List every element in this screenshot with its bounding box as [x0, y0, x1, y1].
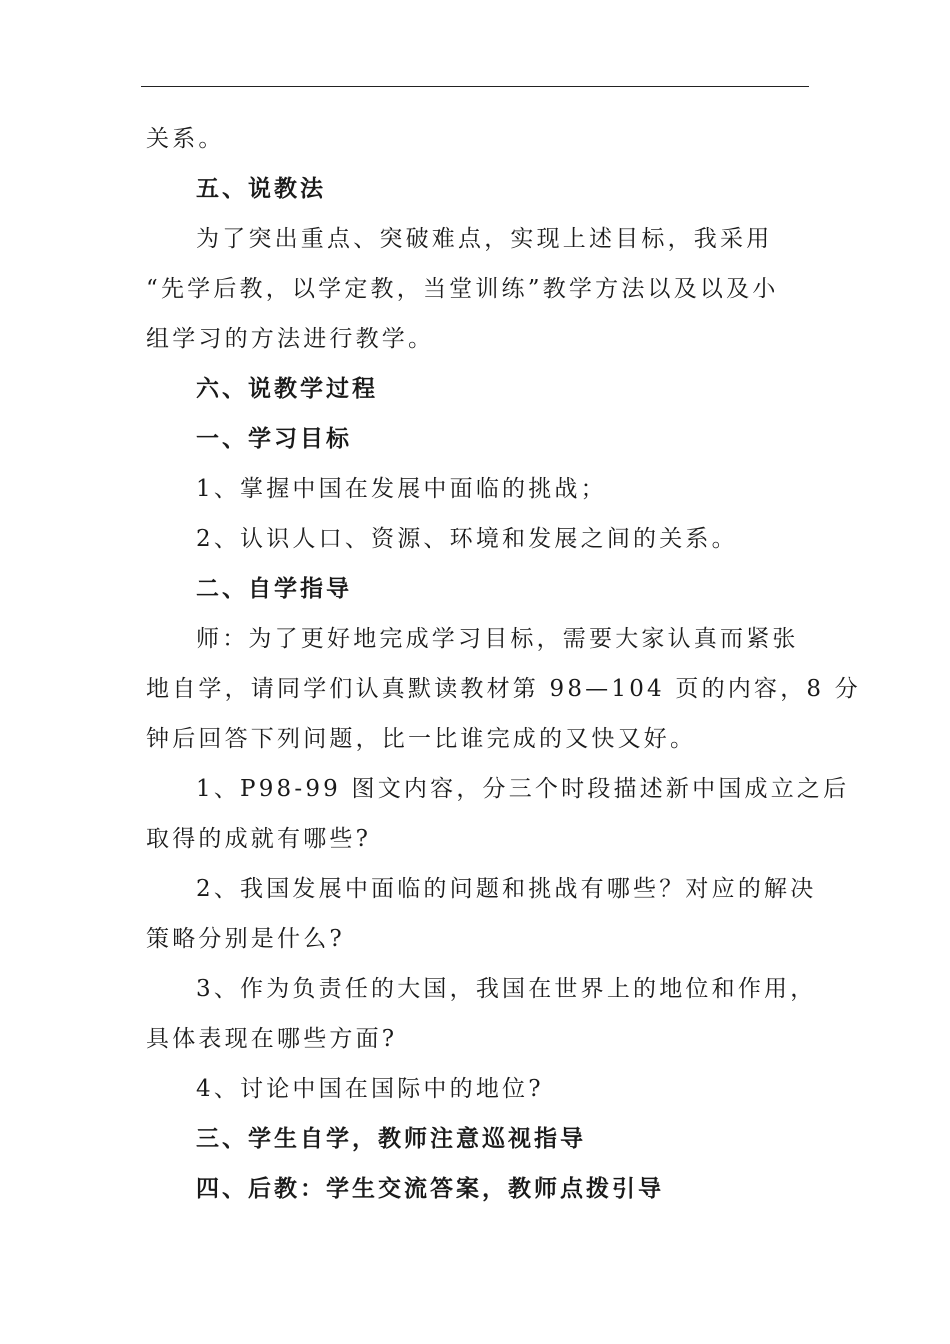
- list-item: 2、认识人口、资源、环境和发展之间的关系。: [196, 526, 738, 552]
- subsection-heading-post-teaching: 四、后教：学生交流答案，教师点拨引导: [196, 1175, 664, 1202]
- section-heading-teaching-process: 六、说教学过程: [196, 375, 378, 402]
- paragraph-line: 钟后回答下列问题，比一比谁完成的又快又好。: [146, 726, 697, 752]
- list-item: 1、掌握中国在发展中面临的挑战；: [196, 476, 607, 502]
- document-body: [146, 114, 861, 1214]
- question-item-continued: 具体表现在哪些方面?: [146, 1026, 398, 1052]
- question-item: 3、作为负责任的大国，我国在世界上的地位和作用，: [196, 976, 817, 1002]
- question-item: 1、P98-99 图文内容，分三个时段描述新中国成立之后: [196, 776, 850, 802]
- subsection-heading-self-study-guide: 二、自学指导: [196, 575, 352, 602]
- subsection-heading-learning-goals: 一、学习目标: [196, 425, 352, 452]
- question-item-continued: 策略分别是什么?: [146, 926, 345, 952]
- section-heading-teaching-method: 五、说教法: [196, 175, 326, 202]
- question-item: 4、讨论中国在国际中的地位?: [196, 1076, 544, 1102]
- paragraph-line: 师：为了更好地完成学习目标，需要大家认真而紧张: [196, 626, 799, 652]
- paragraph-line: “先学后教，以学定教，当堂训练”教学方法以及以及小: [146, 276, 779, 302]
- paragraph-line: 关系。: [146, 126, 225, 152]
- header-rule: [141, 86, 809, 87]
- paragraph-line: 地自学，请同学们认真默读教材第 98—104 页的内容，8 分: [146, 676, 861, 702]
- question-item: 2、我国发展中面临的问题和挑战有哪些？对应的解决: [196, 876, 817, 902]
- paragraph-line: 为了突出重点、突破难点，实现上述目标，我采用: [196, 226, 773, 252]
- subsection-heading-self-study: 三、学生自学，教师注意巡视指导: [196, 1125, 586, 1152]
- paragraph-line: 组学习的方法进行教学。: [146, 326, 435, 352]
- question-item-continued: 取得的成就有哪些?: [146, 826, 372, 852]
